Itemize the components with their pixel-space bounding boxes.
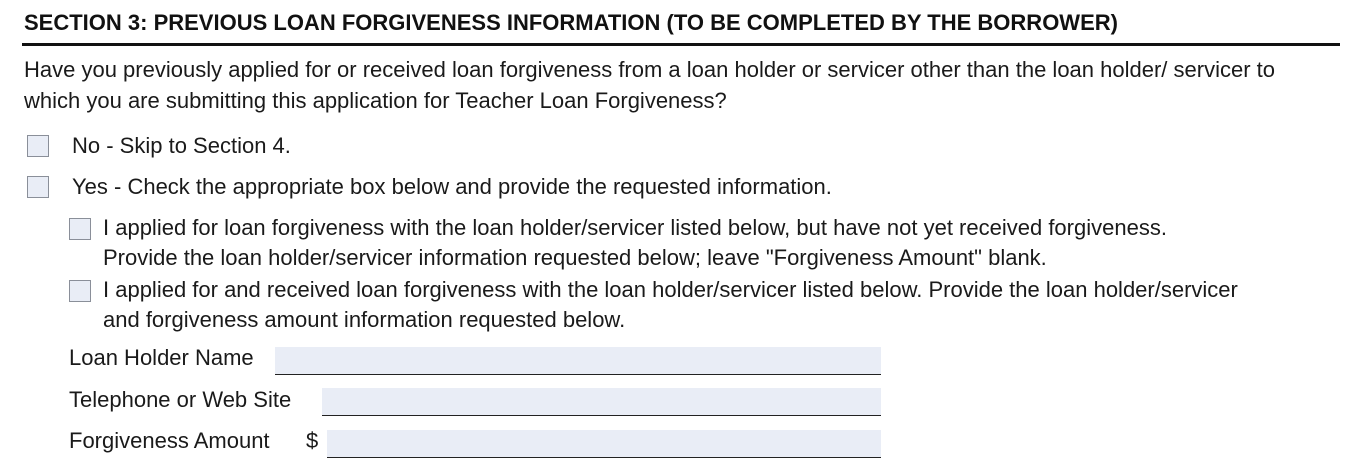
telephone-website-input[interactable] — [322, 388, 881, 416]
applied-not-received-line2: Provide the loan holder/servicer information requested below; leave "Forgiveness Amount" blank. — [103, 245, 1047, 270]
title-divider — [22, 43, 1340, 46]
applied-not-received-checkbox[interactable] — [69, 218, 91, 240]
applied-received-line2: and forgiveness amount information requested below. — [103, 307, 626, 332]
loan-holder-name-input[interactable] — [275, 347, 881, 375]
yes-option-label: Yes - Check the appropriate box below and provide the requested information. — [72, 174, 832, 199]
applied-received-line1: I applied for and received loan forgiveness with the loan holder/servicer listed below. Provide the loan holder/servicer — [103, 277, 1238, 302]
yes-checkbox[interactable] — [27, 176, 49, 198]
applied-not-received-line1: I applied for loan forgiveness with the loan holder/servicer listed below, but have not yet received forgiveness. — [103, 215, 1167, 240]
telephone-website-label: Telephone or Web Site — [69, 387, 292, 412]
dollar-sign: $ — [306, 428, 319, 453]
section-title: SECTION 3: PREVIOUS LOAN FORGIVENESS INFORMATION (TO BE COMPLETED BY THE BORROWER) — [24, 10, 1118, 35]
applied-received-checkbox[interactable] — [69, 280, 91, 302]
forgiveness-amount-input[interactable] — [327, 430, 881, 458]
no-checkbox[interactable] — [27, 135, 49, 157]
question-text: Have you previously applied for or received loan forgiveness from a loan holder or servicer other than the loan holder/ servicer to which you are submitting this application for Teacher Loan Forgiveness? — [24, 57, 1275, 113]
forgiveness-amount-label: Forgiveness Amount — [69, 428, 270, 453]
no-option-label: No - Skip to Section 4. — [72, 133, 291, 158]
loan-holder-name-label: Loan Holder Name — [69, 345, 254, 370]
